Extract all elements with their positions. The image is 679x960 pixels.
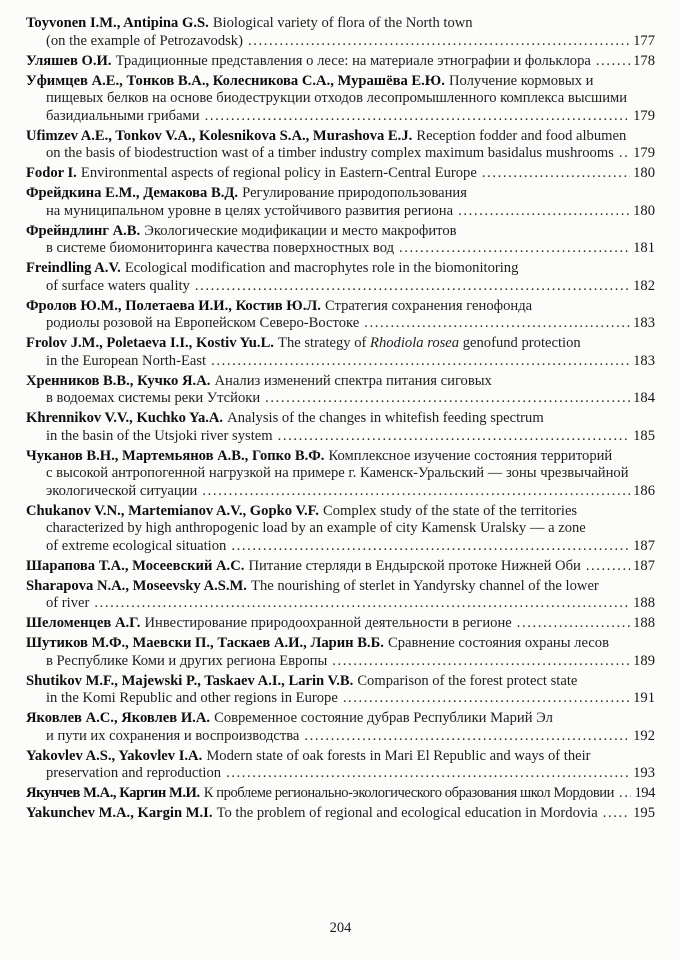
entry-title-line: The nourishing of sterlet in Yandyrsky channel of the lower [251, 577, 599, 594]
entry-title-line: в Республике Коми и других региона Европы [46, 652, 328, 669]
entry-title-line: Analysis of the changes in whitefish feeding spectrum [227, 410, 544, 426]
entry-authors: Ufimzev A.E., Tonkov V.A., Kolesnikova S.A., Murashova E.J. [26, 127, 413, 144]
entry-title-line: Питание стерляди в Ендырской протоке Нижней Оби [248, 557, 581, 574]
dot-leader [517, 615, 630, 633]
toc-entry-line [26, 448, 655, 466]
toc-entry-line [26, 520, 655, 538]
entry-authors: Якунчев М.А., Каргин М.И. [26, 785, 200, 801]
entry-title-line: in the European North-East [46, 352, 207, 369]
entry-page-number: 188 [633, 615, 655, 631]
entry-authors: Чуканов В.Н., Мартемьянов А.В., Гопко В.Ф. [26, 447, 325, 464]
entry-authors: Khrennikov V.V., Kuchko Ya.A. [26, 410, 224, 426]
dot-leader [231, 538, 630, 556]
entry-title-line: Environmental aspects of regional policy in Eastern-Central Europe [80, 165, 477, 181]
entry-authors: Шутиков М.Ф., Маевски П., Таскаев А.И., Ларин В.Б. [26, 635, 384, 651]
entry-title-line: Экологические модификации и место макрофитов [144, 222, 457, 239]
entry-title-line: Ecological modification and macrophytes role in the biomonitoring [124, 260, 519, 276]
toc-entry [26, 615, 655, 633]
entry-page-number: 194 [634, 785, 655, 801]
toc-entry-line [26, 33, 655, 51]
toc-entry-line [26, 615, 655, 633]
entry-title-line: Комплексное изучение состояния территорий [328, 447, 613, 464]
entry-title-line: Стратегия сохранения генофонда [325, 297, 533, 314]
dot-leader [94, 595, 630, 613]
entry-title-line: in the Komi Republic and other regions in Europe [46, 690, 338, 706]
dot-leader [205, 108, 631, 126]
entry-title-line: To the problem of regional and ecological education in Mordovia [216, 805, 598, 821]
toc-entry-line [26, 240, 655, 258]
toc-entry-line [26, 483, 655, 501]
toc-entry-line [26, 73, 655, 91]
toc-entry-line [26, 690, 655, 708]
toc-entry [26, 748, 655, 783]
toc-entry [26, 335, 655, 370]
entry-authors: Fodor I. [26, 165, 77, 181]
toc-entry-line [26, 595, 655, 613]
toc-entry-line [26, 410, 655, 428]
toc-entry [26, 558, 655, 576]
entry-authors: Шарапова Т.А., Мосеевский А.С. [26, 557, 245, 574]
toc-entry-line [26, 185, 655, 203]
toc-entry-line [26, 538, 655, 556]
toc-entry-line [26, 635, 655, 653]
toc-entry [26, 373, 655, 408]
toc-entry-line [26, 203, 655, 221]
entry-title-line: К проблеме регионально-экологического образования школ Мордовии [203, 785, 615, 801]
entry-page-number: 192 [633, 727, 655, 744]
entry-page-number: 186 [633, 482, 655, 499]
entry-page-number: 177 [633, 32, 655, 49]
toc-entry-line [26, 53, 655, 71]
entry-authors: Yakovlev A.S., Yakovlev I.A. [26, 747, 203, 764]
toc-entry-line [26, 503, 655, 521]
toc-entry-line [26, 805, 655, 823]
toc-entry [26, 410, 655, 445]
toc-entry-line [26, 335, 655, 353]
entry-title-line: of river [46, 595, 90, 611]
entry-authors: Shutikov M.F., Majewski P., Taskaev A.I., Larin V.B. [26, 672, 354, 689]
entry-title-line: on the basis of biodestruction wast of a timber industry complex maximum basidalus mushrooms [46, 145, 614, 161]
toc-entry-line [26, 390, 655, 408]
dot-leader [458, 203, 630, 221]
toc-entry [26, 15, 655, 50]
entry-title-line: Complex study of the state of the territories [322, 502, 578, 519]
entry-page-number: 183 [633, 315, 655, 331]
dot-leader [226, 765, 630, 783]
entry-page-number: 195 [633, 805, 655, 821]
entry-title-line: in the basin of the Utsjoki river system [46, 427, 273, 444]
dot-leader [399, 240, 630, 258]
entry-authors: Yakunchev M.A., Kargin M.I. [26, 805, 213, 821]
toc-entry [26, 298, 655, 333]
entry-page-number: 189 [633, 652, 655, 669]
toc-entry [26, 185, 655, 220]
dot-leader [586, 558, 630, 576]
entry-authors: Уляшев О.И. [26, 52, 112, 69]
entry-title-line: Традиционные представления о лесе: на материале этнографии и фольклора [115, 52, 591, 69]
dot-leader [332, 653, 630, 671]
dot-leader [343, 690, 630, 708]
toc-entry-line [26, 653, 655, 671]
entry-title-line: Современное состояние дубрав Республики Марий Эл [214, 710, 553, 726]
entry-title-line: пищевых белков на основе биодеструкции отходов лесопромышленного комплекса высшими [46, 90, 628, 106]
entry-authors: Freindling A.V. [26, 260, 121, 276]
entry-page-number: 180 [633, 202, 655, 219]
entry-page-number: 193 [633, 765, 655, 781]
entry-page-number: 188 [633, 595, 655, 611]
toc-entry-line [26, 278, 655, 296]
dot-leader [248, 33, 630, 51]
entry-page-number: 180 [633, 165, 655, 181]
toc-entry [26, 710, 655, 745]
dot-leader [195, 278, 630, 296]
toc-entry-line [26, 785, 655, 803]
dot-leader [278, 428, 631, 446]
toc-entry-line [26, 145, 655, 163]
entry-title-line: родиолы розовой на Европейском Северо-Востоке [46, 315, 360, 331]
entry-title-line: characterized by high anthropogenic load by an example of city Kamensk Uralsky — a zone [46, 520, 586, 536]
toc-entry-line [26, 558, 655, 576]
entry-title-line: Сравнение состояния охраны лесов [387, 635, 609, 651]
dot-leader [202, 483, 630, 501]
toc-entry [26, 448, 655, 501]
entry-authors: Фрейдкина Е.М., Демакова В.Д. [26, 185, 239, 201]
entry-title-line: Регулирование природопользования [242, 185, 467, 201]
entry-title-line: of extreme ecological situation [46, 537, 227, 554]
entry-authors: Sharapova N.A., Moseevsky A.S.M. [26, 577, 247, 594]
entry-title-line: Biological variety of flora of the North town [212, 15, 473, 31]
toc-entry-line [26, 373, 655, 391]
entry-authors: Хренников В.В., Кучко Я.А. [26, 372, 211, 389]
entry-page-number: 191 [633, 690, 655, 706]
dot-leader [304, 728, 630, 746]
toc-entry [26, 673, 655, 708]
entry-authors: Фролов Ю.М., Полетаева И.И., Костив Ю.Л. [26, 297, 321, 314]
toc-entry-line [26, 165, 655, 183]
toc-entry-line [26, 260, 655, 278]
toc-entry [26, 260, 655, 295]
entry-title-line: на муниципальном уровне в целях устойчивого развития региона [46, 202, 454, 219]
entry-authors: Фрейндлинг А.В. [26, 222, 141, 239]
toc-entry-line [26, 748, 655, 766]
toc-list [26, 15, 655, 825]
toc-entry-line [26, 108, 655, 126]
toc-entry [26, 635, 655, 670]
entry-page-number: 183 [633, 352, 655, 369]
entry-title-line: экологической ситуации [46, 482, 198, 499]
entry-page-number: 185 [633, 427, 655, 444]
toc-entry-line [26, 128, 655, 146]
toc-entry-line [26, 90, 655, 108]
page-footer-number: 204 [329, 920, 352, 936]
entry-title-line: The strategy of Rhodiola rosea genofund protection [278, 335, 581, 351]
entry-page-number: 182 [633, 277, 655, 294]
toc-entry [26, 785, 655, 803]
entry-title-line: Получение кормовых и [448, 72, 594, 89]
entry-title-line: базидиальными грибами [46, 107, 200, 124]
toc-entry-line [26, 223, 655, 241]
toc-entry [26, 165, 655, 183]
entry-page-number: 178 [633, 52, 655, 69]
toc-entry-line [26, 353, 655, 371]
entry-page-number: 179 [633, 107, 655, 124]
entry-authors: Toyvonen I.M., Antipina G.S. [26, 15, 209, 31]
entry-page-number: 179 [633, 145, 655, 161]
toc-entry-line [26, 728, 655, 746]
toc-entry-line [26, 673, 655, 691]
toc-entry-line [26, 298, 655, 316]
entry-title-line: preservation and reproduction [46, 765, 222, 781]
dot-leader [211, 353, 630, 371]
toc-entry [26, 223, 655, 258]
toc-entry [26, 53, 655, 71]
entry-authors: Frolov J.M., Poletaeva I.I., Kostiv Yu.L. [26, 335, 274, 351]
toc-entry [26, 128, 655, 163]
entry-title-line: Инвестирование природоохранной деятельности в регионе [144, 615, 512, 631]
entry-title-line: с высокой антропогенной нагрузкой на примере г. Каменск-Уральский — зоны чрезвычайной [46, 465, 629, 481]
entry-title-line: в водоемах системы реки Утсйоки [46, 390, 261, 406]
entry-title-line: Анализ изменений спектра питания сиговых [214, 372, 492, 389]
dot-leader [364, 315, 630, 333]
toc-entry [26, 805, 655, 823]
entry-page-number: 187 [633, 537, 655, 554]
entry-authors: Шеломенцев А.Г. [26, 615, 141, 631]
entry-authors: Chukanov V.N., Martemianov A.V., Gopko V.F. [26, 502, 319, 519]
dot-leader [619, 145, 630, 163]
entry-authors: Яковлев А.С., Яковлев И.А. [26, 710, 211, 726]
toc-entry [26, 73, 655, 126]
toc-entry [26, 578, 655, 613]
entry-page-number: 184 [633, 390, 655, 406]
toc-entry-line [26, 710, 655, 728]
toc-entry-line [26, 465, 655, 483]
toc-entry-line [26, 765, 655, 783]
entry-title-line: и пути их сохранения и воспроизводства [46, 727, 300, 744]
dot-leader [265, 390, 630, 408]
entry-title-line: в системе биомониторинга качества поверхностных вод [46, 240, 395, 256]
toc-entry-line [26, 578, 655, 596]
entry-title-line: Modern state of oak forests in Mari El Republic and ways of their [206, 747, 591, 764]
dot-leader [596, 53, 630, 71]
entry-title-line: (on the example of Petrozavodsk) [46, 32, 243, 49]
toc-entry-line [26, 428, 655, 446]
toc-entry-line [26, 315, 655, 333]
toc-entry [26, 503, 655, 556]
entry-title-line: of surface waters quality [46, 277, 190, 294]
entry-page-number: 187 [633, 557, 655, 574]
entry-authors: Уфимцев А.Е., Тонков В.А., Колесникова С.А., Мурашёва Е.Ю. [26, 72, 445, 89]
toc-entry-line [26, 15, 655, 33]
entry-page-number: 181 [633, 240, 655, 256]
dot-leader [603, 805, 630, 823]
entry-title-line: Reception fodder and food albumen [416, 127, 627, 144]
dot-leader [619, 785, 631, 803]
entry-title-line: Comparison of the forest protect state [357, 672, 578, 689]
dot-leader [482, 165, 630, 183]
